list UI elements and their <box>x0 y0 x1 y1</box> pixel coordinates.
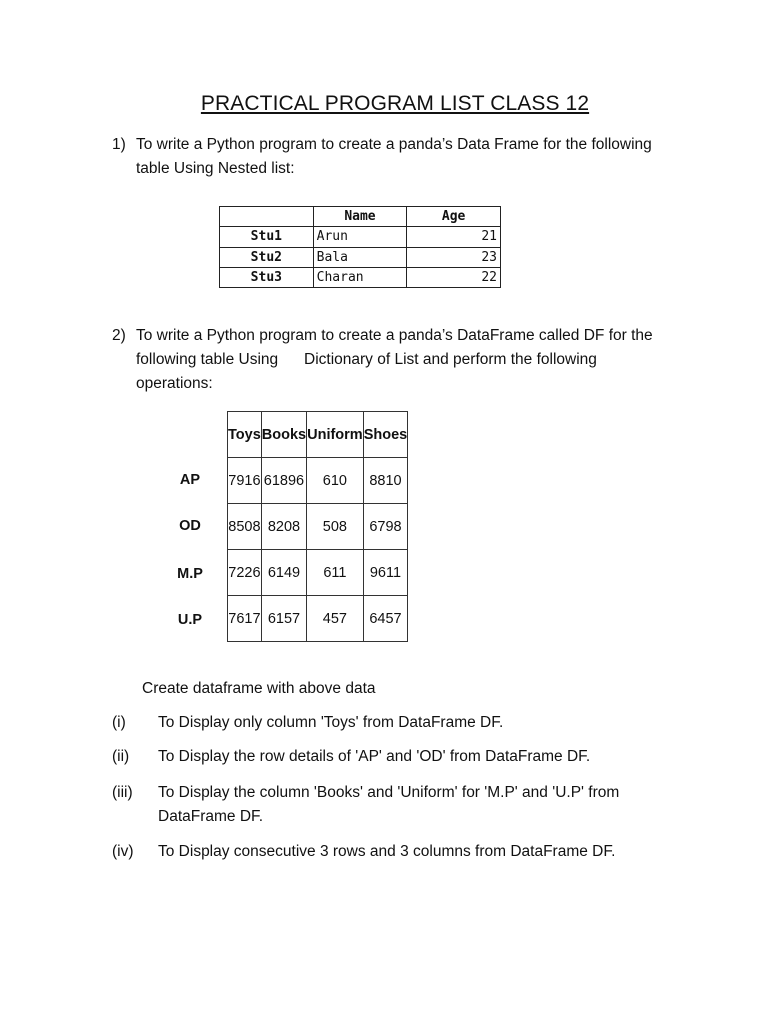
name-cell: Charan <box>313 267 407 287</box>
table-cell: 8810 <box>363 458 408 504</box>
table-row <box>228 596 408 642</box>
operation-marker: (ii) <box>112 748 130 765</box>
table-cell: 610 <box>307 458 364 504</box>
operation-text: DataFrame DF. <box>158 808 264 825</box>
table-cell: 6798 <box>363 504 408 550</box>
table-row <box>220 247 501 267</box>
operation-marker: (iv) <box>112 843 134 860</box>
operation-text: To Display consecutive 3 rows and 3 columns from DataFrame DF. <box>158 843 616 860</box>
question-text-line: To write a Python program to create a panda’s Data Frame for the following <box>136 136 652 153</box>
table-row <box>228 504 408 550</box>
question-text-line: table Using Nested list: <box>136 160 295 177</box>
row-label: OD <box>179 518 201 534</box>
table-cell: 6149 <box>261 550 306 596</box>
table-cell: 7916 <box>228 458 262 504</box>
question-text-line: To write a Python program to create a panda’s DataFrame called DF for the <box>136 327 653 344</box>
table-cell: 508 <box>307 504 364 550</box>
column-header: Age <box>407 207 501 227</box>
table-cell: 6457 <box>363 596 408 642</box>
row-label: AP <box>179 472 201 488</box>
operation-marker: (iii) <box>112 784 133 801</box>
table-row <box>220 267 501 287</box>
operation-marker: (i) <box>112 714 126 731</box>
table-row <box>220 227 501 247</box>
question-text-line: following table Using Dictionary of List and perform the following <box>136 351 597 368</box>
sales-table <box>227 411 408 642</box>
column-header: Uniform <box>307 412 364 458</box>
name-cell: Bala <box>313 247 407 267</box>
age-cell: 22 <box>407 267 501 287</box>
table-header-row <box>220 207 501 227</box>
column-header: Name <box>313 207 407 227</box>
table-cell: 61896 <box>261 458 306 504</box>
table-cell: 7226 <box>228 550 262 596</box>
row-index: Stu2 <box>220 247 314 267</box>
table-cell: 7617 <box>228 596 262 642</box>
operations-intro: Create dataframe with above data <box>142 680 376 697</box>
question-text-line: operations: <box>136 375 213 392</box>
table-corner-cell <box>220 207 314 227</box>
table-cell: 8208 <box>261 504 306 550</box>
table-cell: 6157 <box>261 596 306 642</box>
student-table <box>219 206 501 288</box>
row-label: M.P <box>177 566 203 582</box>
table-row <box>228 458 408 504</box>
table-cell: 457 <box>307 596 364 642</box>
column-header: Shoes <box>363 412 408 458</box>
row-label: U.P <box>177 612 203 628</box>
question-2 <box>112 324 732 398</box>
age-cell: 23 <box>407 247 501 267</box>
page-title: PRACTICAL PROGRAM LIST CLASS 12 <box>200 92 590 115</box>
name-cell: Arun <box>313 227 407 247</box>
row-index: Stu1 <box>220 227 314 247</box>
column-header: Books <box>261 412 306 458</box>
age-cell: 21 <box>407 227 501 247</box>
table-cell: 9611 <box>363 550 408 596</box>
table-cell: 611 <box>307 550 364 596</box>
table-cell: 8508 <box>228 504 262 550</box>
question-number: 2) <box>112 327 126 344</box>
operation-text: To Display only column 'Toys' from DataFrame DF. <box>158 714 504 731</box>
question-1 <box>112 133 732 183</box>
table-row <box>228 550 408 596</box>
question-number: 1) <box>112 136 126 153</box>
operation-text: To Display the column 'Books' and 'Uniform' for 'M.P' and 'U.P' from <box>158 784 620 801</box>
table-header-row <box>228 412 408 458</box>
column-header: Toys <box>228 412 262 458</box>
operation-text: To Display the row details of 'AP' and 'OD' from DataFrame DF. <box>158 748 591 765</box>
row-index: Stu3 <box>220 267 314 287</box>
